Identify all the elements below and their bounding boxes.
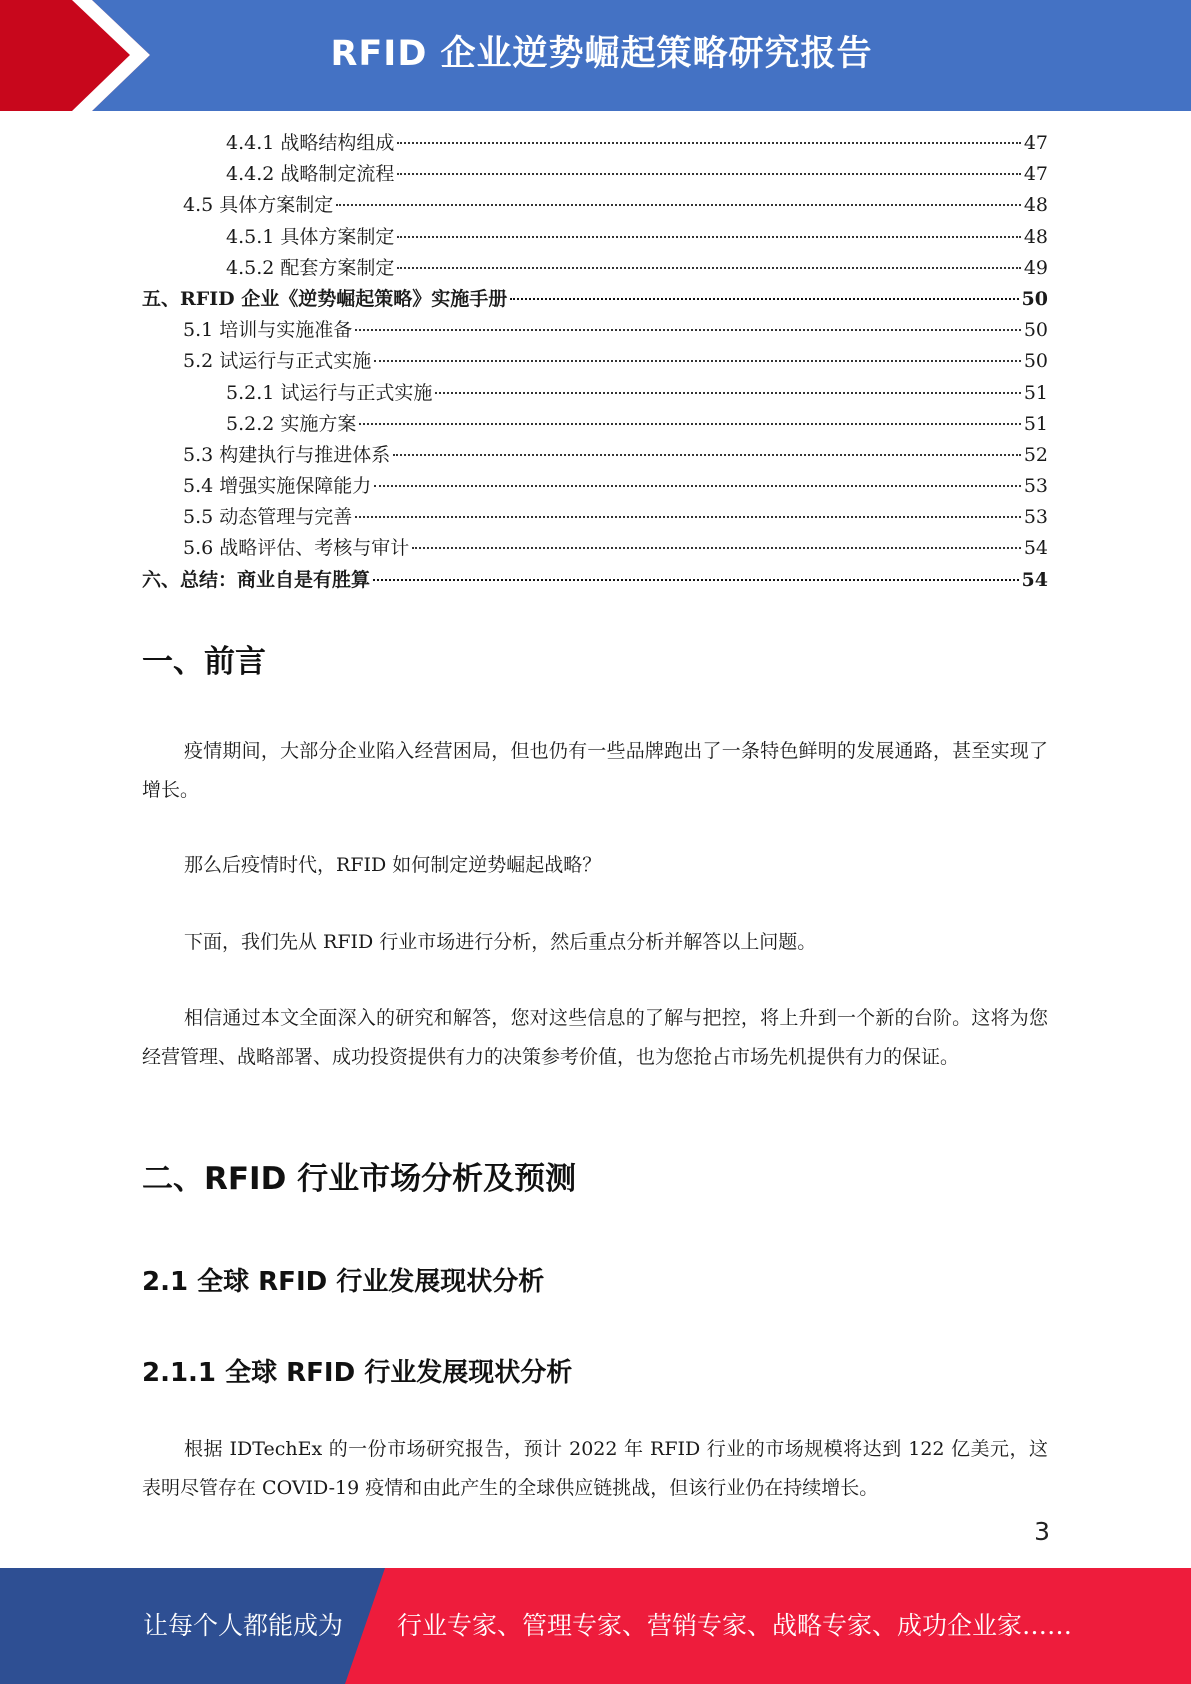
toc-entry[interactable]	[142, 440, 1048, 471]
toc-dot-leader	[374, 485, 1021, 487]
market-analysis-heading: 二、RFID 行业市场分析及预测	[142, 1161, 577, 1197]
toc-entry[interactable]	[142, 346, 1048, 377]
global-status-subheading: 2.1.1 全球 RFID 行业发展现状分析	[142, 1358, 573, 1388]
preface-heading: 一、前言	[142, 644, 266, 680]
toc-entry[interactable]	[142, 565, 1048, 596]
toc-dot-leader	[336, 204, 1021, 206]
toc-entry-page: 47	[1023, 163, 1048, 186]
toc-entry-label: 4.4.1 战略结构组成	[226, 132, 395, 154]
toc-entry[interactable]	[142, 284, 1048, 315]
toc-entry-label: 5.2.2 实施方案	[226, 412, 357, 435]
toc-dot-leader	[510, 298, 1018, 300]
toc-dot-leader	[397, 236, 1020, 238]
toc-entry-page: 50	[1021, 287, 1048, 310]
toc-dot-leader	[397, 173, 1020, 175]
preface-paragraph-1: 疫情期间，大部分企业陷入经营困局，但也仍有一些品牌跑出了一条特色鲜明的发展通路，甚至实现了增长。	[142, 740, 1048, 801]
toc-entry[interactable]	[142, 253, 1048, 284]
toc-entry-label: 5.2.1 试运行与正式实施	[226, 381, 433, 404]
preface-paragraph-2: 那么后疫情时代，RFID 如何制定逆势崛起战略？	[184, 854, 602, 876]
toc-entry-page: 54	[1021, 568, 1048, 591]
toc-entry[interactable]	[142, 378, 1048, 409]
toc-dot-leader	[412, 547, 1021, 549]
toc-entry-page: 50	[1023, 350, 1048, 373]
preface-paragraph-3: 下面，我们先从 RFID 行业市场进行分析，然后重点分析并解答以上问题。	[184, 931, 817, 953]
toc-dot-leader	[355, 329, 1021, 331]
toc-entry-label: 4.5.1 具体方案制定	[226, 225, 395, 248]
toc-entry-label: 5.5 动态管理与完善	[183, 506, 353, 529]
toc-entry-label: 5.6 战略评估、考核与审计	[183, 537, 410, 560]
preface-paragraph-4: 相信通过本文全面深入的研究和解答，您对这些信息的了解与把控，将上升到一个新的台阶。这将为您经营管理、战略部署、成功投资提供有力的决策参考价值，也为您抢占市场先机提供有力的保证。	[142, 1007, 1048, 1068]
toc-entry-label: 5.1 培训与实施准备	[183, 319, 353, 342]
toc-dot-leader	[374, 360, 1021, 362]
toc-entry-page: 52	[1023, 443, 1048, 466]
toc-entry-page: 48	[1023, 194, 1048, 217]
toc-entry[interactable]	[142, 533, 1048, 564]
toc-entry-label: 5.3 构建执行与推进体系	[183, 443, 391, 466]
toc-entry-page: 53	[1023, 506, 1048, 529]
footer-slogan-right: 行业专家、管理专家、营销专家、战略专家、成功企业家……	[397, 1611, 1073, 1640]
toc-entry-label: 5.2 试运行与正式实施	[183, 350, 372, 373]
toc-dot-leader	[397, 267, 1020, 269]
toc-entry-page: 47	[1023, 132, 1048, 154]
toc-dot-leader	[393, 454, 1021, 456]
toc-entry[interactable]	[142, 471, 1048, 502]
toc-entry-page: 51	[1023, 381, 1048, 404]
report-title: RFID 企业逆势崛起策略研究报告	[330, 34, 873, 74]
global-status-paragraph: 根据 IDTechEx 的一份市场研究报告，预计 2022 年 RFID 行业的市场规模将达到 122 亿美元，这表明尽管存在 COVID-19 疫情和由此产生的全球供应链挑战，但该行业仍在持续增长。	[142, 1438, 1048, 1499]
toc-entry-label: 5.4 增强实施保障能力	[183, 475, 372, 498]
toc-entry[interactable]	[142, 409, 1048, 440]
toc-entry-page: 49	[1023, 256, 1048, 279]
toc-entry[interactable]	[142, 190, 1048, 221]
toc-dot-leader	[373, 579, 1019, 581]
toc-entry-page: 51	[1023, 412, 1048, 435]
toc-entry[interactable]	[142, 222, 1048, 253]
toc-entry-page: 54	[1023, 537, 1048, 560]
toc-entry-page: 50	[1023, 319, 1048, 342]
toc-dot-leader	[435, 392, 1020, 394]
toc-entry[interactable]	[142, 128, 1048, 159]
toc-entry-label: 五、RFID 企业《逆势崛起策略》实施手册	[142, 287, 508, 310]
toc-dot-leader	[355, 516, 1021, 518]
toc-entry-label: 4.5.2 配套方案制定	[226, 256, 395, 279]
page-header	[0, 0, 1191, 111]
page-number: 3	[1034, 1517, 1050, 1546]
table-of-contents	[142, 128, 1048, 596]
page-footer	[0, 1568, 1191, 1684]
footer-slogan-left: 让每个人都能成为	[143, 1611, 344, 1640]
global-status-heading: 2.1 全球 RFID 行业发展现状分析	[142, 1267, 545, 1297]
toc-entry-label: 4.4.2 战略制定流程	[226, 163, 395, 186]
toc-entry[interactable]	[142, 159, 1048, 190]
toc-entry-page: 53	[1023, 475, 1048, 498]
toc-entry[interactable]	[142, 315, 1048, 346]
toc-dot-leader	[397, 142, 1020, 144]
toc-entry-label: 4.5 具体方案制定	[183, 194, 334, 217]
toc-entry-label: 六、总结：商业自是有胜算	[142, 568, 371, 591]
toc-entry-page: 48	[1023, 225, 1048, 248]
toc-dot-leader	[359, 423, 1020, 425]
toc-entry[interactable]	[142, 502, 1048, 533]
